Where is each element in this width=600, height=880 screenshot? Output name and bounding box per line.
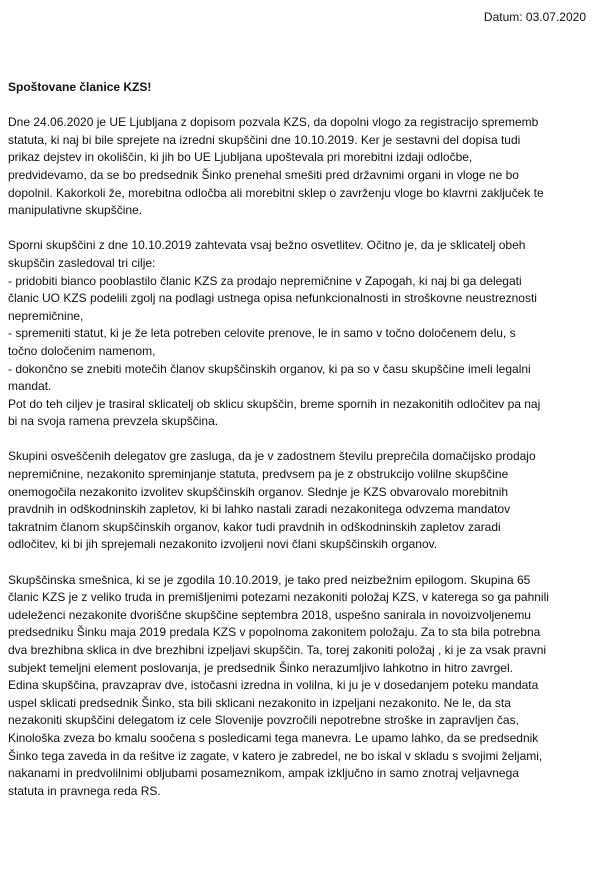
- text-line: točno določenim namenom,: [8, 343, 156, 358]
- text-line: Skupini osveščenih delegatov gre zasluga, da je v zadostnem številu preprečila domačijsko prodajo: [8, 449, 536, 464]
- text-line: nepremičnine,: [8, 308, 84, 323]
- text-line: Šinko tega zaveda in da rešitve iz zagate, v katero je zabredel, ne bo iskal v skladu s svojimi željami,: [8, 748, 543, 763]
- text-line: predvidevamo, da se bo predsednik Šinko prenehal smešiti pred državnimi organi in vloge ne bo: [8, 167, 519, 182]
- text-line: uspel sklicati predsednik Šinko, sta bili sklicani nezakonito in izpeljani nezakonito. Ne le, da sta: [8, 695, 511, 710]
- text-line: Dne 24.06.2020 je UE Ljubljana z dopisom pozvala KZS, da dopolni vlogo za registracijo sprememb: [8, 115, 539, 130]
- document-date: Datum: 03.07.2020: [483, 10, 586, 24]
- letter-greeting: Spoštovane članice KZS!: [8, 80, 152, 94]
- text-line: dva brezhibna sklica in dve brezhibni izpeljavi skupščin. Ta, torej zakoniti položaj , ki je za vsak pravni: [8, 643, 547, 657]
- text-line: mandat.: [8, 379, 52, 394]
- text-line: predsedniku Šinku maja 2019 predala KZS v popolnoma zakonitem položaju. Za to sta bila potrebna: [8, 625, 541, 640]
- text-line: manipulativne skupščine.: [8, 203, 143, 218]
- text-line: Sporni skupščini z dne 10.10.2019 zahtevata vsaj bežno osvetlitev. Očitno je, da je sklicatelj obeh: [8, 238, 526, 253]
- text-line: takratnim članom skupščinskih organov, kakor tudi pravdnih in odškodninskih zapletov zaradi: [8, 519, 501, 534]
- paragraph-registration-request: [8, 114, 598, 220]
- text-line: odločitev, ki bi jih sprejemali nezakonito izvoljeni novi člani skupščinskih organov.: [8, 537, 438, 552]
- letter-body: [8, 79, 598, 818]
- paragraph-epilogue: [8, 572, 598, 801]
- text-line: članic KZS je z veliko truda in premišljenimi potezami nezakoniti položaj KZS, v katerega so ga pahnili: [8, 590, 549, 605]
- text-line: udeleženci nezakonite dvoriščne skupščine septembra 2018, uspešno sanirala in novoizvoljenemu: [8, 607, 531, 622]
- text-line: - pridobiti bianco pooblastilo članic KZS za prodajo nepremičnine v Zapogah, ki naj bi ga delegati: [8, 273, 522, 288]
- text-line: subjekt temeljni element poslovanja, je predsednik Šinko nerazumljivo lahkotno in hitro zavrgel.: [8, 660, 513, 675]
- text-line: bi na svoja ramena prevzela skupščina.: [8, 414, 219, 429]
- text-line: onemogočila nezakonito izvolitev skupščinskih organov. Slednje je KZS obvarovalo morebitnih: [8, 484, 509, 499]
- text-line: dopolnil. Kakorkoli že, morebitna odločba ali morebitni sklep o zavrženju vloge bo klavrni zaključek te: [8, 185, 544, 200]
- text-line: Pot do teh ciljev je trasiral sklicatelj ob sklicu skupščin, breme spornih in nezakonitih odločitev pa naj: [8, 396, 541, 411]
- text-line: nakanami in predvolilnimi obljubami posameznikom, ampak izključno in samo znotraj veljavnega: [8, 766, 519, 781]
- paragraph-assembly-goals: [8, 237, 598, 431]
- paragraph-delegates-merit: [8, 448, 598, 554]
- text-line: pravdnih in odškodninskih zapletov, ki bi lahko nastali zaradi nezakonitega odvzema mandatov: [8, 502, 511, 517]
- text-line: - dokončno se znebiti motečih članov skupščinskih organov, ki pa so v času skupščine imeli legalni: [8, 361, 531, 376]
- text-line: Edina skupščina, pravzaprav dve, istočasni izredna in volilna, ki ju je v dosedanjem poteku mandata: [8, 678, 539, 693]
- text-line: - spremeniti statut, ki je že leta potreben celovite prenove, le in samo v točno določenem delu, s: [8, 326, 516, 341]
- text-line: nezakoniti skupščini delegatom iz cele Slovenije povzročili nepotrebne stroške in zapravljen čas,: [8, 713, 519, 728]
- text-line: članic UO KZS podelili zgolj na podlagi ustnega opisa nefunkcionalnosti in stroškovne neustreznosti: [8, 291, 537, 306]
- text-line: Kinološka zveza bo kmalu soočena s posledicami tega manevra. Le upamo lahko, da se predsednik: [8, 730, 539, 745]
- text-line: statuta in pravnega reda RS.: [8, 783, 161, 798]
- text-line: prikaz dejstev in okoliščin, ki jih bo UE Ljubljana upoštevala pri morebitni izdaji odločbe,: [8, 150, 473, 165]
- text-line: Skupščinska smešnica, ki se je zgodila 10.10.2019, je tako pred neizbežnim epilogom. Skupina 65: [8, 572, 531, 587]
- text-line: skupščin zasledoval tri cilje:: [8, 255, 156, 270]
- text-line: nepremičnine, nezakonito spreminjanje statuta, predvsem pa je z obstrukcijo volilne skupščine: [8, 467, 509, 482]
- text-line: statuta, ki naj bi bile sprejete na izredni skupščini dne 10.10.2019. Ker je sestavni del dopisa tudi: [8, 132, 521, 147]
